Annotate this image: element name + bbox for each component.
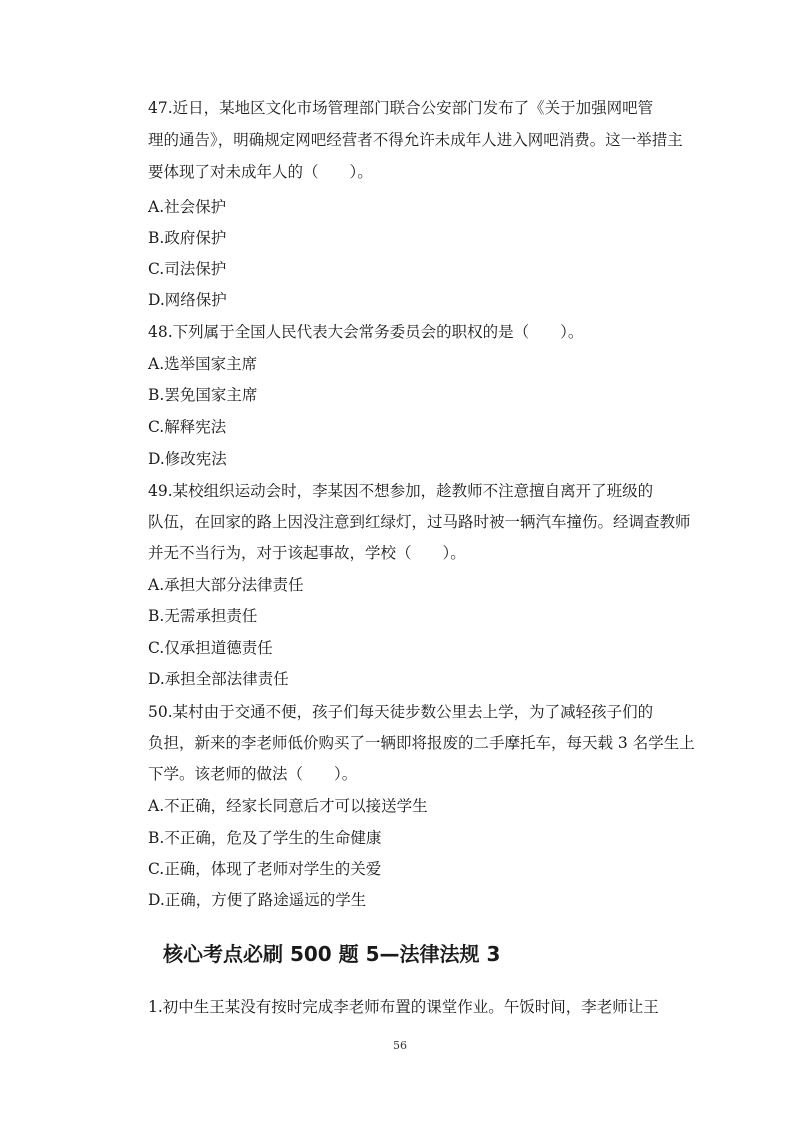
q48-stem-line-1: 48.下列属于全国人民代表大会常务委员会的职权的是（ ）。: [148, 323, 584, 341]
q50-option-c: C.正确，体现了老师对学生的关爱: [148, 860, 382, 878]
q49-stem-line-2: 队伍，在回家的路上因没注意到红绿灯，过马路时被一辆汽车撞伤。经调查教师: [148, 513, 691, 531]
q47-option-c: C.司法保护: [148, 260, 227, 278]
q50-stem-line-2: 负担，新来的李老师低价购买了一辆即将报废的二手摩托车，每天载 3 名学生上: [148, 734, 695, 752]
q47-stem-line-1: 47.近日，某地区文化市场管理部门联合公安部门发布了《关于加强网吧管: [148, 99, 654, 117]
section-heading: 核心考点必刷 500 题 5—法律法规 3: [163, 942, 501, 966]
q49-stem-line-3: 并无不当行为，对于该起事故，学校（ ）。: [148, 544, 466, 562]
q47-option-a: A.社会保护: [148, 198, 227, 216]
q50-option-b: B.不正确，危及了学生的生命健康: [148, 829, 382, 847]
q49-option-c: C.仅承担道德责任: [148, 639, 273, 657]
q50-option-d: D.正确，方便了路途遥远的学生: [148, 891, 367, 909]
q49-option-b: B.无需承担责任: [148, 607, 258, 625]
q49-option-d: D.承担全部法律责任: [148, 670, 289, 688]
q48-option-a: A.选举国家主席: [148, 355, 258, 373]
q50-stem-line-3: 下学。该老师的做法（ ）。: [148, 765, 358, 783]
q49-option-a: A.承担大部分法律责任: [148, 576, 304, 594]
page-number: 56: [393, 1039, 407, 1052]
q47-stem-line-3: 要体现了对未成年人的（ ）。: [148, 163, 373, 181]
q48-option-c: C.解释宪法: [148, 418, 227, 436]
q48-option-b: B.罢免国家主席: [148, 386, 258, 404]
q47-stem-line-2: 理的通告》，明确规定网吧经营者不得允许未成年人进入网吧消费。这一举措主: [148, 131, 683, 149]
q50-stem-line-1: 50.某村由于交通不便，孩子们每天徒步数公里去上学，为了减轻孩子们的: [148, 703, 654, 721]
q47-option-d: D.网络保护: [148, 291, 227, 309]
q48-option-d: D.修改宪法: [148, 450, 227, 468]
q50-option-a: A.不正确，经家长同意后才可以接送学生: [148, 797, 428, 815]
q49-stem-line-1: 49.某校组织运动会时，李某因不想参加，趁教师不注意擅自离开了班级的: [148, 482, 654, 500]
q47-option-b: B.政府保护: [148, 229, 227, 247]
q1-stem-line-1: 1.初中生王某没有按时完成李老师布置的课堂作业。午饭时间，李老师让王: [148, 998, 659, 1016]
